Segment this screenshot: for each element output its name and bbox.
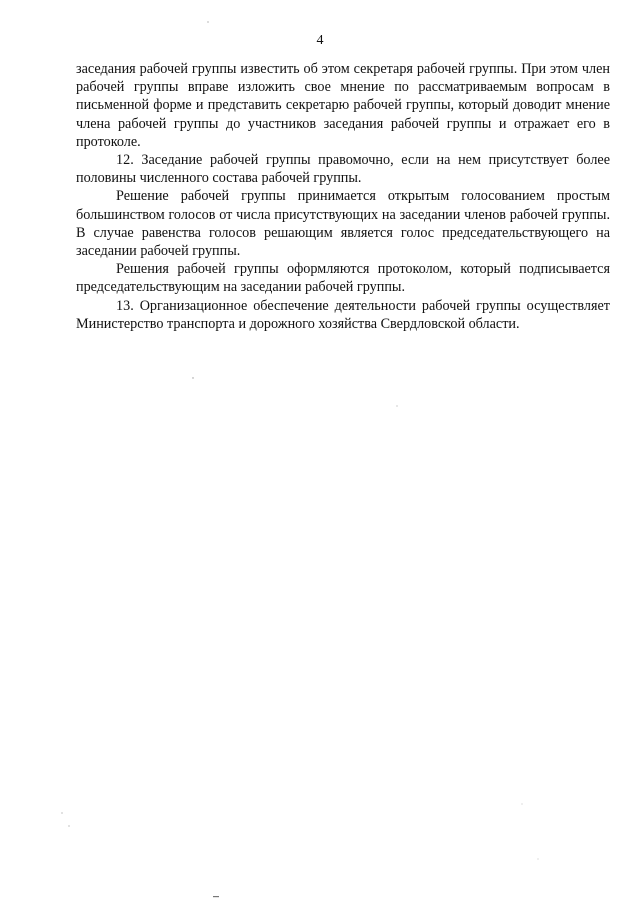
- page-number: 4: [316, 33, 324, 48]
- paragraph-decision-voting: Решение рабочей группы принимается открытым голосованием простым большинством голосов от числа присутствующих на заседании членов рабочей группы. В случае равенства голосов решающим является голос председательствующего на заседании рабочей группы.: [76, 188, 610, 260]
- document-body: [76, 60, 610, 333]
- paragraph-item-13: 13. Организационное обеспечение деятельности рабочей группы осуществляет Министерство транспорта и дорожного хозяйства Свердловской области.: [76, 297, 610, 332]
- paragraph-item-12: 12. Заседание рабочей группы правомочно, если на нем присутствует более половины численного состава рабочей группы.: [76, 152, 610, 187]
- paragraph-decision-protocol: Решения рабочей группы оформляются протоколом, который подписывается председательствующим на заседании рабочей группы.: [76, 261, 610, 296]
- paragraph-continuation: заседания рабочей группы известить об этом секретаря рабочей группы. При этом член рабочей группы вправе изложить свое мнение по рассматриваемым вопросам в письменной форме и представить секретарю рабочей группы, который доводит мнение члена рабочей группы до участников заседания рабочей группы и отражает его в протоколе.: [76, 61, 610, 150]
